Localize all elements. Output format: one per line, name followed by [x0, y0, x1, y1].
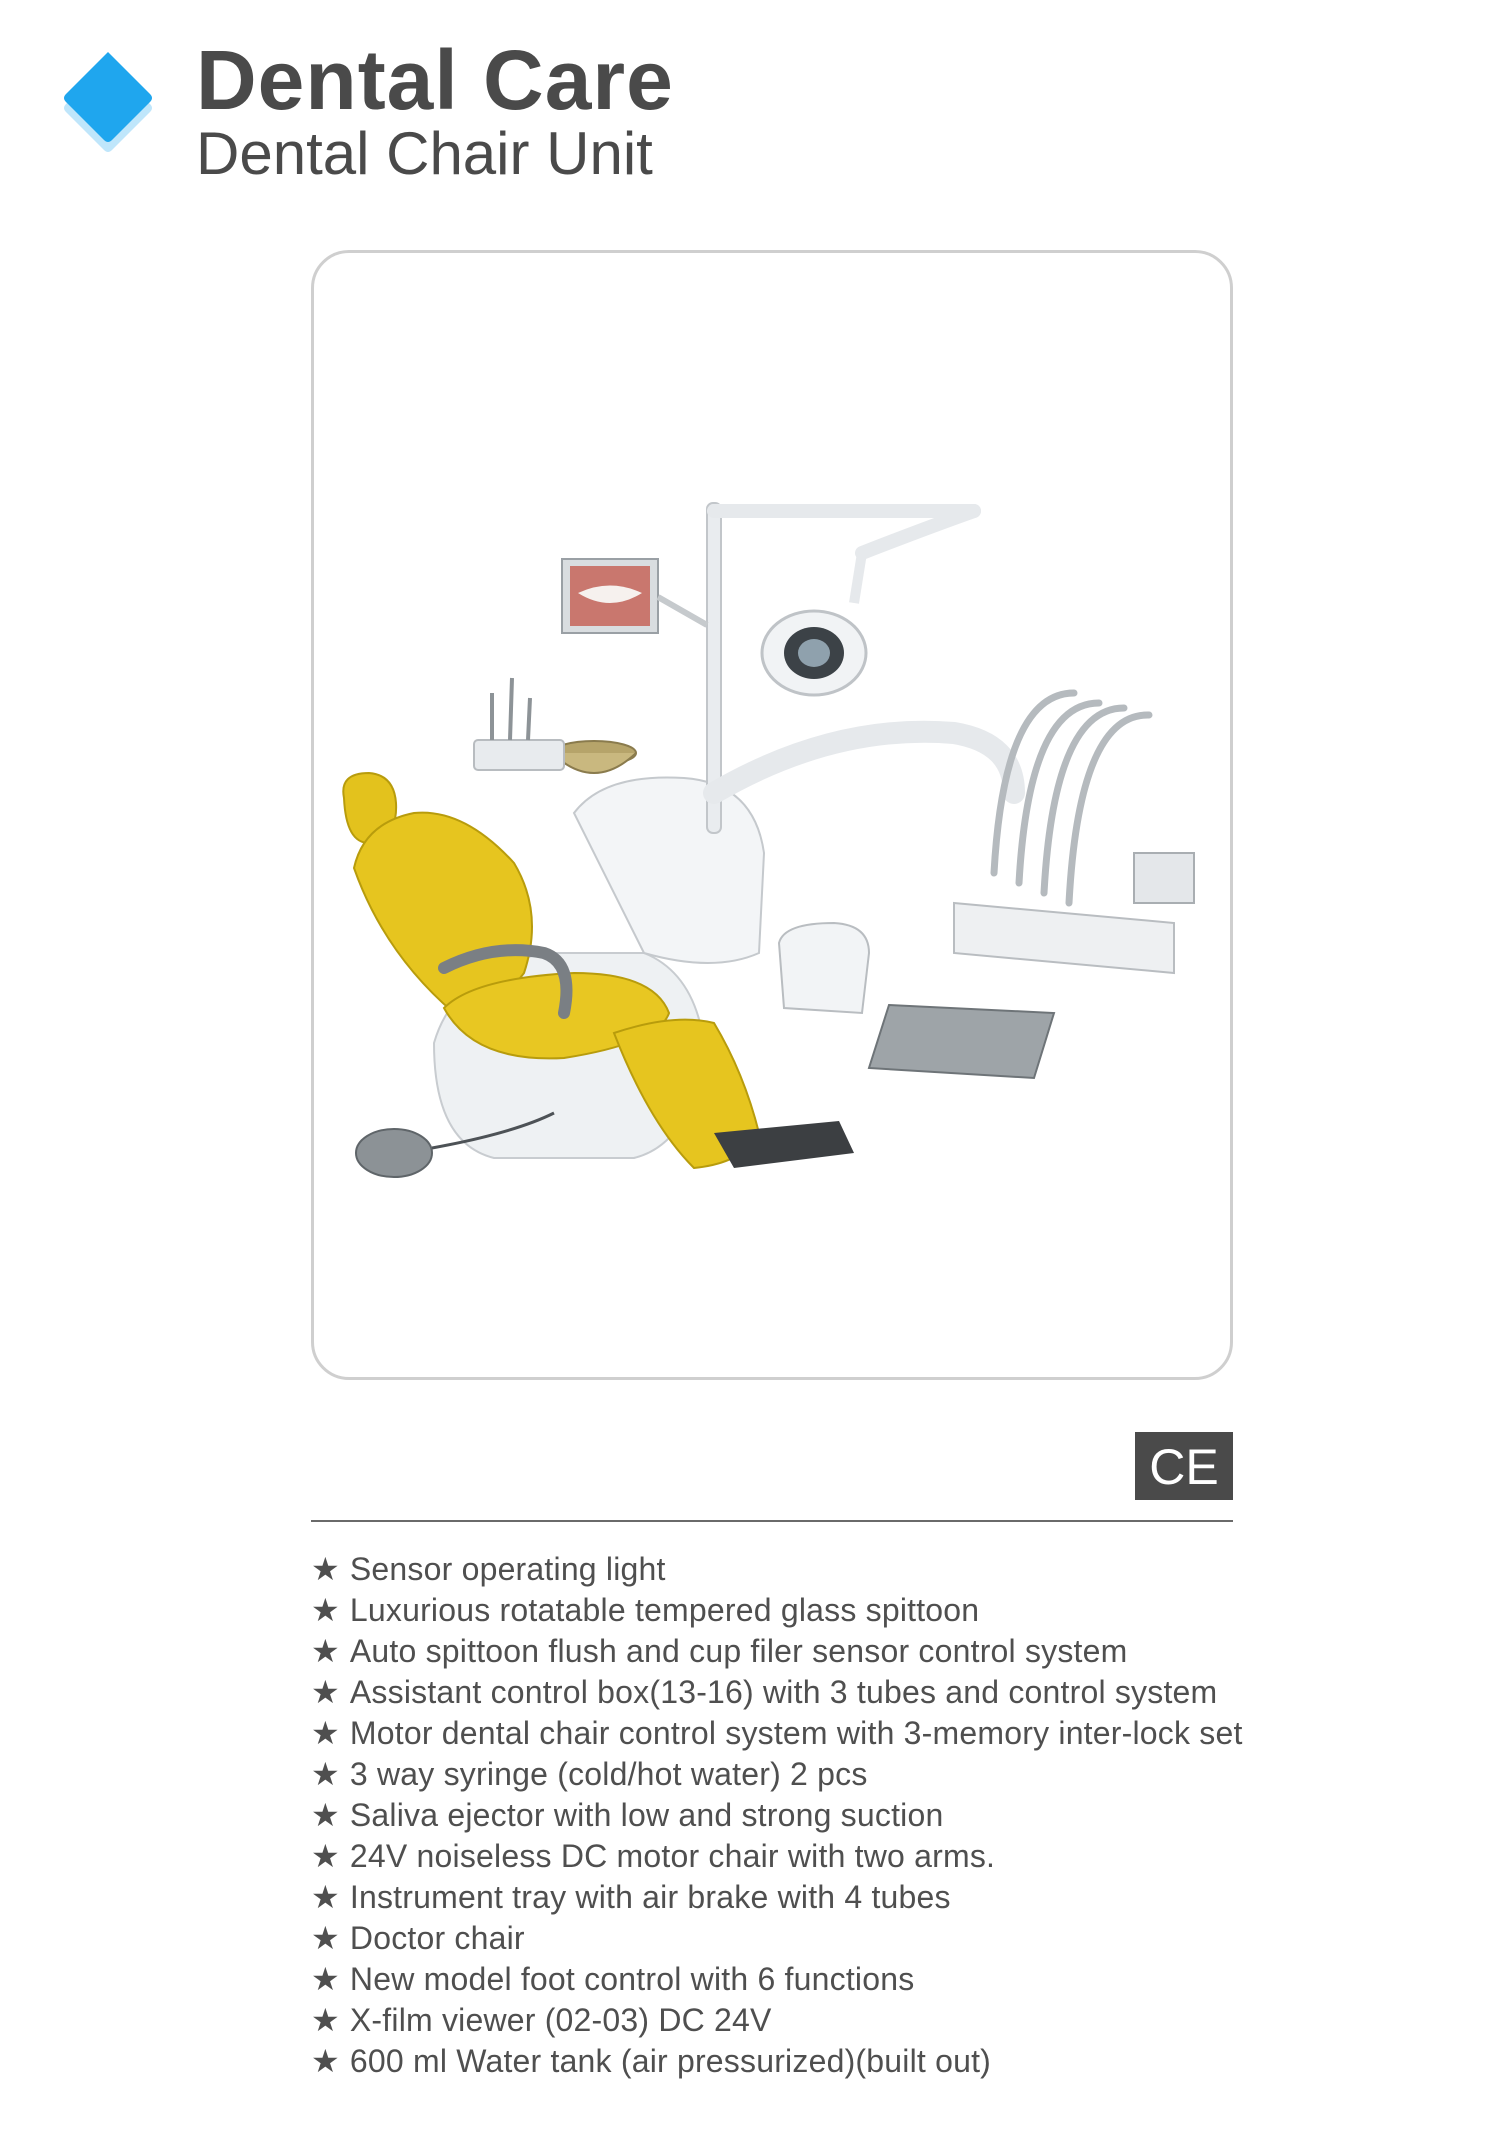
ce-label: CE [1149, 1439, 1219, 1495]
star-icon: ★ [311, 2043, 340, 2079]
feature-item: ★ X-film viewer (02-03) DC 24V [311, 2002, 772, 2038]
feature-item: ★ Sensor operating light [311, 1551, 666, 1587]
star-icon: ★ [311, 1592, 340, 1628]
feature-item: ★ Saliva ejector with low and strong suction [311, 1797, 944, 1833]
star-icon: ★ [311, 1961, 340, 1997]
feature-item: ★ Luxurious rotatable tempered glass spittoon [311, 1592, 980, 1628]
feature-item: ★ 3 way syringe (cold/hot water) 2 pcs [311, 1756, 868, 1792]
feature-item: ★ Auto spittoon flush and cup filer sensor control system [311, 1633, 1128, 1669]
product-photo-frame [311, 250, 1233, 1380]
feature-item: ★ Doctor chair [311, 1920, 525, 1956]
star-icon: ★ [311, 1551, 340, 1587]
page-title: Dental Care [196, 33, 674, 127]
brand-logo-icon [58, 52, 158, 162]
feature-item: ★ 24V noiseless DC motor chair with two arms. [311, 1838, 996, 1874]
star-icon: ★ [311, 1756, 340, 1792]
feature-list [311, 1549, 1243, 2082]
star-icon: ★ [311, 1879, 340, 1915]
feature-item: ★ 600 ml Water tank (air pressurized)(built out) [311, 2043, 992, 2079]
star-icon: ★ [311, 1920, 340, 1956]
feature-item: ★ Instrument tray with air brake with 4 tubes [311, 1879, 951, 1915]
section-divider [311, 1520, 1233, 1522]
star-icon: ★ [311, 1633, 340, 1669]
dental-chair-illustration [314, 253, 1230, 1377]
feature-item: ★ Assistant control box(13-16) with 3 tubes and control system [311, 1674, 1218, 1710]
star-icon: ★ [311, 2002, 340, 2038]
feature-item: ★ Motor dental chair control system with 3-memory inter-lock set [311, 1715, 1243, 1751]
page-subtitle: Dental Chair Unit [196, 120, 653, 187]
ce-mark-icon [1135, 1432, 1233, 1500]
feature-item: ★ New model foot control with 6 functions [311, 1961, 915, 1997]
star-icon: ★ [311, 1797, 340, 1833]
star-icon: ★ [311, 1838, 340, 1874]
star-icon: ★ [311, 1715, 340, 1751]
star-icon: ★ [311, 1674, 340, 1710]
